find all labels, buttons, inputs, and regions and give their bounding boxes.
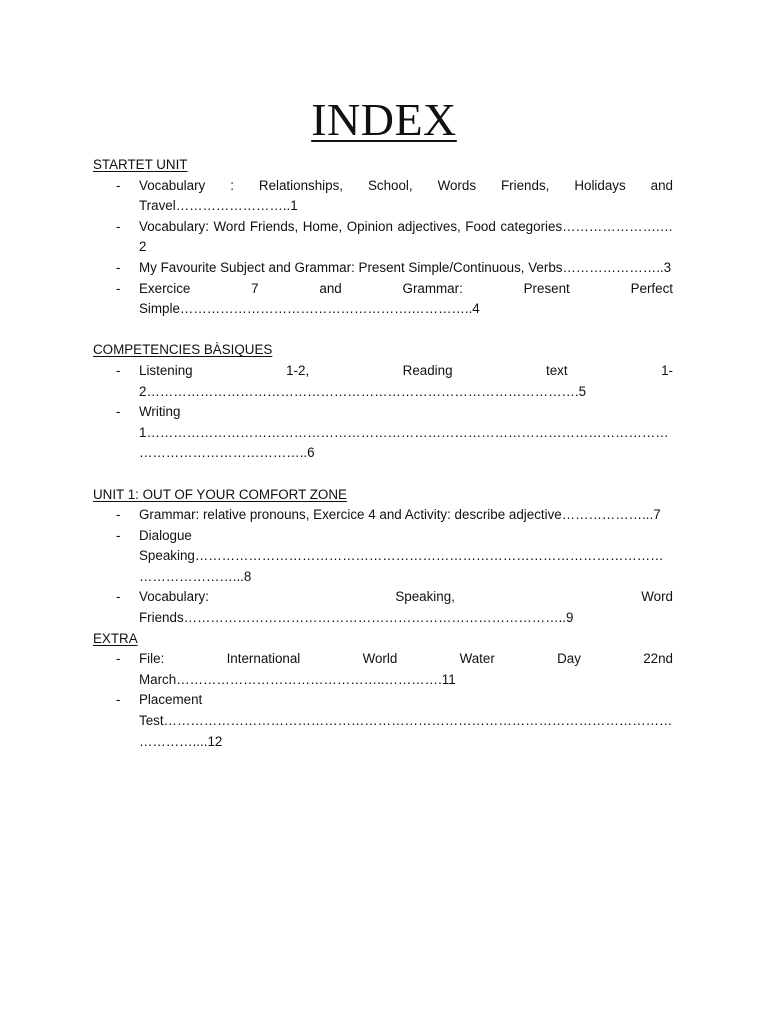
bullet-dash: -	[116, 651, 121, 667]
section-heading: STARTET UNIT	[93, 157, 188, 172]
entry-text: My Favourite Subject and Grammar: Present Simple/Continuous, Verbs…………………..3	[139, 259, 672, 275]
bullet-dash: -	[116, 527, 121, 543]
section-competencies	[93, 340, 673, 464]
section-heading: EXTRA	[93, 630, 138, 646]
bullet-dash: -	[116, 218, 121, 234]
page-title: INDEX	[311, 94, 457, 145]
bullet-dash: -	[116, 177, 121, 193]
bullet-dash: -	[116, 507, 121, 523]
entry-text: Listening 1-2, Reading text 1-2…………………………………………………………………………………….5	[139, 362, 673, 399]
bullet-dash: -	[116, 692, 121, 708]
index-entry	[93, 361, 673, 402]
index-entry	[93, 587, 673, 628]
entry-text: Vocabulary: Word Friends, Home, Opinion adjectives, Food categories………………….…2	[139, 218, 673, 255]
section-spacer	[93, 320, 673, 341]
section-heading: UNIT 1: OUT OF YOUR COMFORT ZONE	[93, 486, 347, 502]
bullet-dash: -	[116, 404, 121, 420]
section-extra	[93, 629, 673, 753]
section-heading: COMPETENCIES BÀSIQUES	[93, 342, 273, 358]
section-spacer	[93, 464, 673, 485]
entry-text: Writing 1………………………………………………………………………………………………………………………………………..6	[139, 404, 669, 461]
index-entry	[93, 217, 673, 258]
index-entry	[93, 258, 673, 279]
bullet-dash: -	[116, 280, 121, 296]
entry-text: File: International World Water Day 22nd March………………………………………..………….11	[139, 651, 673, 687]
entry-text: Exercice 7 and Grammar: Present Perfect Simple…………………………………………….…………..4	[139, 280, 673, 317]
index-entry	[93, 279, 673, 320]
index-entry	[93, 402, 673, 464]
entry-text: Grammar: relative pronouns, Exercice 4 and Activity: describe adjective………………...7	[139, 507, 661, 523]
bullet-dash: -	[116, 259, 121, 275]
section-unit-1	[93, 485, 673, 629]
entry-text: Dialogue Speaking………………………………………………………………………………………………………………...8	[139, 527, 664, 584]
bullet-dash: -	[116, 362, 121, 378]
index-entry	[93, 526, 673, 588]
entry-text: Placement Test………………………………………………………………………………………………………………....12	[139, 692, 673, 749]
entry-text: Vocabulary: Speaking, Word Friends…………………………………………………………………………..9	[139, 589, 673, 626]
index-entry	[93, 505, 673, 526]
index-entry	[93, 649, 673, 690]
index-entry	[93, 690, 673, 752]
index-entry	[93, 176, 673, 217]
entry-text: Vocabulary : Relationships, School, Words Friends, Holidays and Travel……………………..1	[139, 177, 673, 214]
index-content	[93, 155, 673, 752]
section-startet-unit	[93, 155, 673, 320]
bullet-dash: -	[116, 589, 121, 605]
